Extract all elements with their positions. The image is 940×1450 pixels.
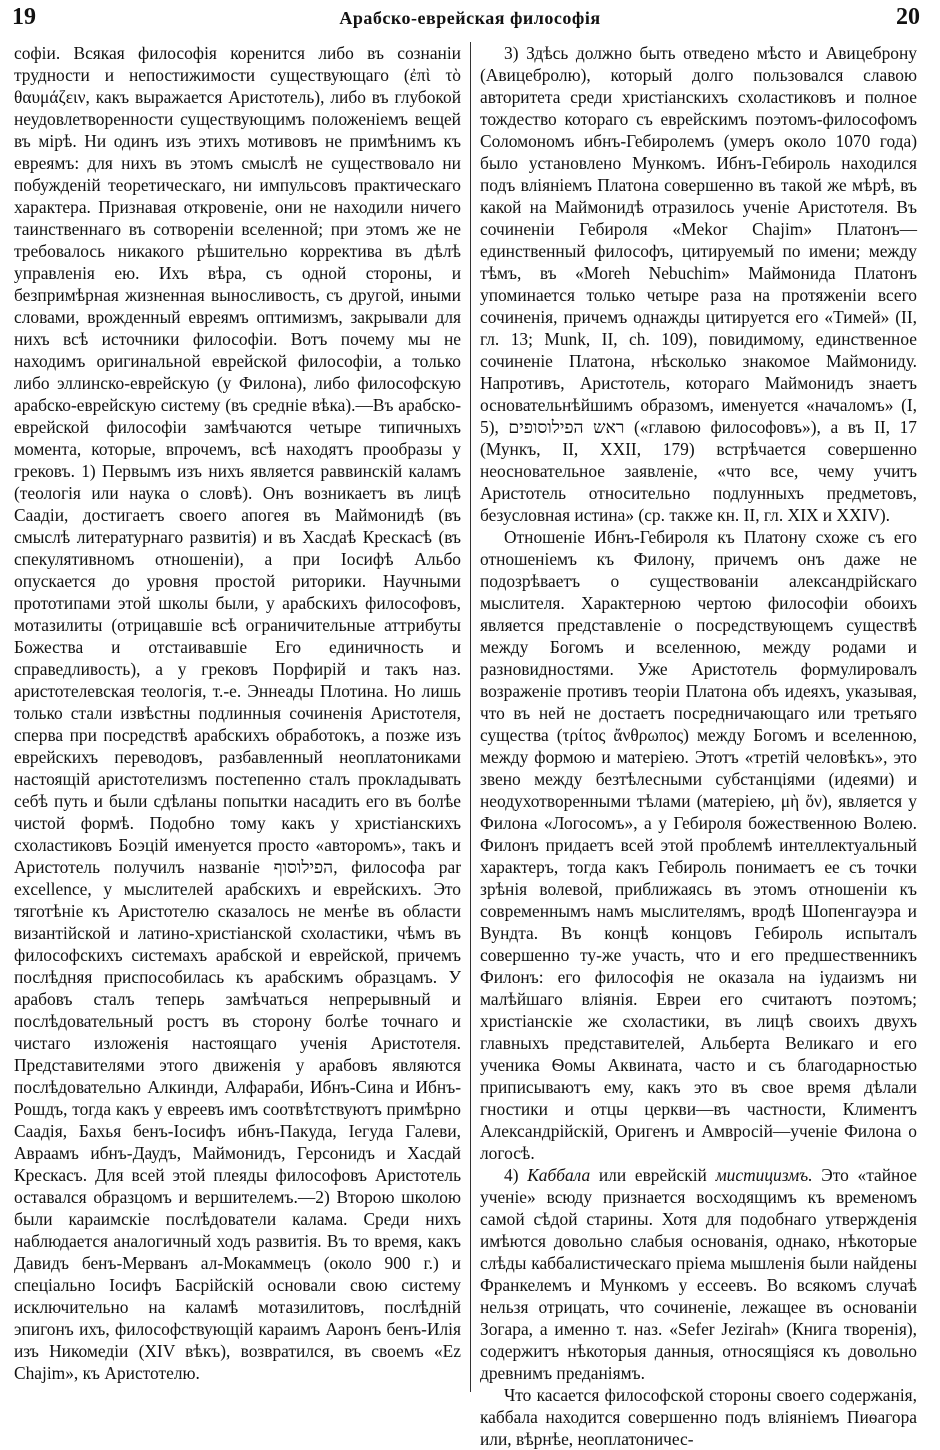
connector-text: или еврейскій xyxy=(598,1165,707,1185)
right-paragraph-1: 3) Здѣсь должно быть отведено мѣсто и Авицеброну (Авицебролю), который долго пользовался славою авторитета среди христіанскихъ схоластиковъ и полное тождество котораго съ еврейскимъ поэтомъ-философомъ Соломономъ ибнъ-Гебиролемъ (умеръ около 1070 года) было установлено Мункомъ. Ибнъ-Гебироль находился подъ вліяніемъ Платона совершенно въ такой же мѣрѣ, въ какой на Маймонидѣ отразилось ученіе Аристотеля. Въ сочиненіи Гебироля «Mekor Chajim» Платонъ—единственный философъ, цитируемый по имени; между тѣмъ, въ «Moreh Nebuchim» Маймонида Платонъ упоминается только четыре раза на протяженіи всего сочиненія, причемъ однажды цитируется его «Тимей» (II, гл. 13; Munk, II, ch. 109), повидимому, единственное сочиненіе Платона, нѣсколько знакомое Маймониду. Напротивъ, Аристотель, котораго Маймонидъ знаетъ основательнѣйшимъ образомъ, именуется «началомъ» (I, 5), ראש הפילוסופים («главою философовъ»), а въ II, 17 (Мункъ, II, XXII, 179) встрѣчается совершенно неосновательное заявленіе, «что все, чему учитъ Аристотель относительно подлунныхъ предметовъ, безусловная истина» (ср. также кн. II, гл. XIX и XXIV). xyxy=(480,43,917,525)
running-title: Арабско-еврейская философія xyxy=(339,8,601,28)
page-number-left: 19 xyxy=(12,4,36,30)
left-column xyxy=(14,42,461,1398)
page-header xyxy=(0,0,940,40)
column-divider xyxy=(470,42,471,1392)
right-paragraph-3 xyxy=(480,1164,917,1384)
paragraph-3-body: Это «тайное ученіе» всюду признается восходящимъ къ временомъ самой сѣдой старины. Хотя для подобнаго утвержденія имѣются довольно слабыя основанія, однако, нѣкоторые слѣды каббалистическаго пріема мышленія были найдены Франкелемъ и Мункомъ у ессеевъ. Во всякомъ случаѣ нельзя отрицать, что сочиненіе, лежащее въ основаніи Зогара, а именно т. наз. «Sefer Jezirah» (Книга творенія), содержитъ нѣкоторыя данныя, относящіяся къ довольно древнимъ преданіямъ. xyxy=(480,1165,917,1383)
page-number-right: 20 xyxy=(896,4,920,30)
term-kabbalah: Каббала xyxy=(527,1165,591,1185)
left-paragraph-1: софіи. Всякая философія коренится либо въ сознаніи трудности и непостижимости существующаго (ἐπὶ τὸ θαυμάζειν, какъ выражается Аристотель), либо въ глубокой неудовлетворенности существующимъ положеніемъ вещей въ мірѣ. Ни одинъ изъ этихъ мотивовъ не примѣнимъ къ евреямъ: для нихъ въ этомъ смыслѣ не существовало ни побужденій теоретическаго, ни импульсовъ практическаго характера. Признавая откровеніе, они не находили ничего таинственнаго въ сотвореніи вселенной; при этомъ же не требовалось никакого рѣшительно корректива въ дѣлѣ управленія ею. Ихъ вѣра, съ одной стороны, и безпримѣрная жизненная выносливость, съ другой, иными словами, врожденный евреямъ оптимизмъ, закрывали для нихъ всѣ источники философіи. Вотъ почему мы не находимъ оригинальной еврейской философіи, а только либо эллинско-еврейскую (у Филона), либо философскую арабско-еврейскую систему (въ средніе вѣка).—Въ арабско-еврейской философіи замѣчаются четыре типичныхъ момента, которые, впрочемъ, всѣ находятъ прообразы у грековъ. 1) Первымъ изъ нихъ является раввинскій каламъ (теологія или наука о словѣ). Онъ возникаетъ въ лицѣ Саадіи, достигаетъ своего апогея въ Маймонидѣ (въ смыслѣ литературнаго развитія) и въ Хасдаѣ Крескасѣ (въ спекулятивномъ отношеніи), а при Іосифѣ Альбо опускается до уровня простой риторики. Научными прототипами этой школы были, у арабскихъ философовъ, мотазилиты (отрицавшіе всѣ ограничительные аттрибуты Божества и отстаивавшіе Его единичность и справедливость), а у грековъ Порфирій и такъ наз. аристотелевская теологія, т.-е. Эннеады Плотина. Но лишь только стали извѣстны подлинныя сочиненія Аристотеля, сперва при посредствѣ арабскихъ обработокъ, а позже изъ еврейскихъ переводовъ, разбавленный неоплатониками настоящій аристотелизмъ постепенно сталъ прокладывать себѣ путь и были сдѣланы попытки насадить его въ болѣе чистой формѣ. Подобно тому какъ у христіанскихъ схоластиковъ Боэцій именуется просто «авторомъ», такъ и Аристотель получилъ названіе הפילוסוף, философа par excellence, у мыслителей арабскихъ и еврейскихъ. Это тяготѣніе къ Аристотелю сказалось не менѣе въ области византійской и латино-христіанской схоластики, чѣмъ въ философскихъ системахъ арабской и еврейской, причемъ послѣдняя приспособилась къ арабскимъ образцамъ. У арабовъ сталъ теперь замѣчаться непрерывный и послѣдовательный ростъ въ сторону болѣе точнаго и чистаго изложенія настоящаго ученія Аристотеля. Представителями этого движенія у арабовъ являются послѣдовательно Алкинди, Алфараби, Ибнъ-Сина и Ибнъ-Рошдъ, тогда какъ у евреевъ имъ соотвѣтствуютъ примѣрно Саадія, Бахья бенъ-Іосифъ ибнъ-Пакуда, Іегуда Галеви, Авраамъ ибнъ-Даудъ, Маймонидъ, Герсонидъ и Хасдай Крескасъ. Для всей этой плеяды философовъ Аристотель оставался образцомъ и вершителемъ.—2) Второю школою были караимскіе послѣдователи калама. Среди нихъ наблюдается аналогичный ходъ развитія. Въ то время, какъ Давидъ бенъ-Мерванъ ал-Мокаммецъ (около 900 г.) и спеціально Іосифъ Басрійскій основали свою систему исключительно на каламѣ мотазилитовъ, послѣдній эпигонъ ихъ, философствующій караимъ Ааронъ бенъ-Илія изъ Никомедіи (XIV вѣкъ), возвратился, въ своемъ «Ez Chajim», къ Аристотелю. xyxy=(14,43,461,1383)
right-paragraph-2: Отношеніе Ибнъ-Гебироля къ Платону схоже съ его отношеніемъ къ Филону, причемъ онъ даже не подозрѣваетъ о существованіи александрійскаго мыслителя. Характерною чертою философіи обоихъ является представленіе о посредствующемъ существѣ между Богомъ и вселенною, между родами и разновидностями. Уже Аристотель формулировалъ возраженіе противъ теоріи Платона объ идеяхъ, указывая, что въ ней не достаетъ посредничающаго или третьяго существа (τρίτος ἄνθρωπος) между Богомъ и вселенною, между формою и матеріею. Этотъ «третій человѣкъ», это звено между безтѣлесными субстанціями (идеями) и неодухотворенными тѣлами (матеріею, μὴ ὄν), является у Филона «Логосомъ», а у Гебироля божественною Волею. Филонъ придаетъ всей этой проблемѣ интеллектуальный характеръ, тогда какъ Гебироль понимаетъ ее съ точки зрѣнія волевой, приближаясь въ этомъ отношеніи къ современнымъ намъ мыслителямъ, вродѣ Шопенгауэра и Вундта. Въ концѣ концовъ Гебироль испыталъ совершенно ту-же участь, что и его предшественникъ Филонъ: его философія не оказала на іудаизмъ ни малѣйшаго вліянія. Евреи его считаютъ поэтомъ; христіанскіе же схоластики, въ лицѣ своихъ двухъ главныхъ представителей, Альберта Великаго и его ученика Ѳомы Аквината, часто и съ благодарностью приписываютъ ему, какъ это въ свое время дѣлали гностики и отцы церкви—въ частности, Климентъ Александрійскій, Оригенъ и Амвросій—ученіе Филона о логосѣ. xyxy=(480,527,917,1163)
right-paragraph-4: Что касается философской стороны своего содержанія, каббала находится совершенно подъ вліяніемъ Пиѳагора или, вѣрнѣе, неоплатоничес- xyxy=(480,1385,917,1449)
term-mysticism: мистицизмъ. xyxy=(715,1165,813,1185)
section-number: 4) xyxy=(504,1165,519,1185)
right-column xyxy=(480,42,917,1449)
